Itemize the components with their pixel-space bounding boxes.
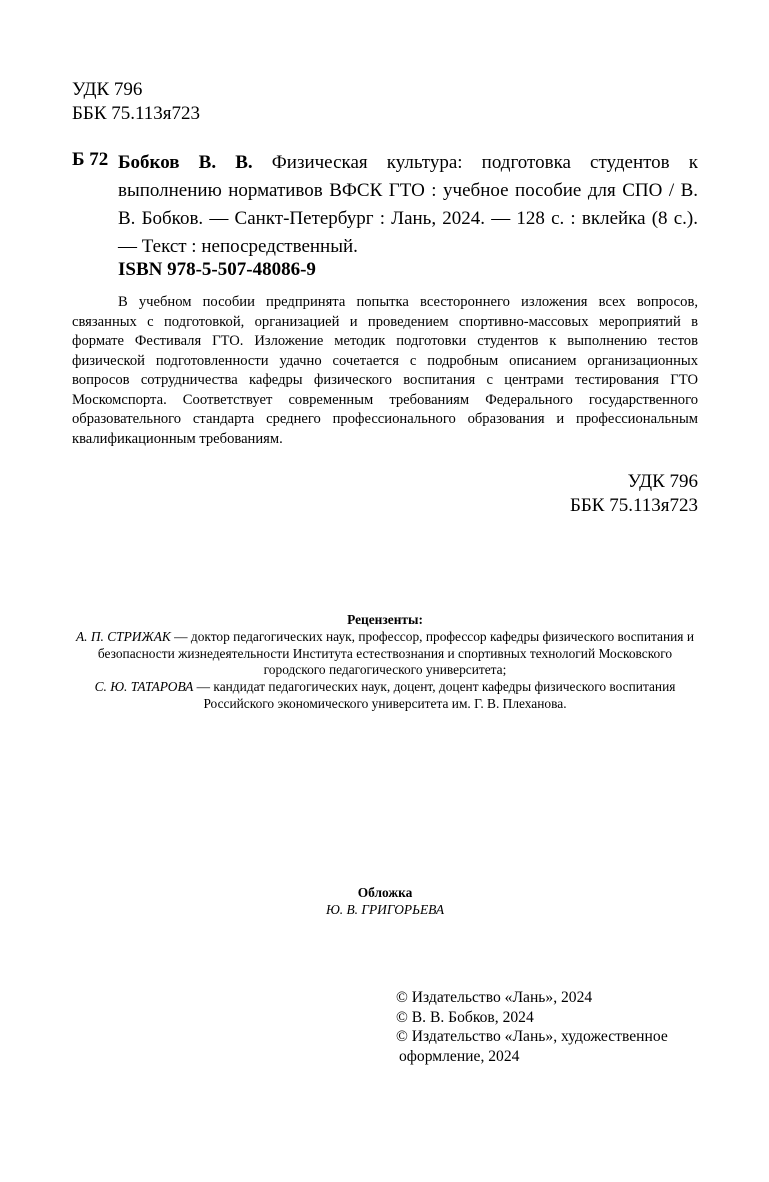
copyright-line: © Издательство «Лань», художественное (396, 1028, 668, 1046)
cover-credit (72, 884, 698, 918)
copyright-block (396, 988, 668, 1066)
reviewer-name: А. П. СТРИЖАК (76, 628, 171, 644)
udk-code-footer: УДК 796 (627, 471, 698, 492)
abstract: В учебном пособии предпринята попытка всестороннего изложения всех вопросов, связанных с подготовкой, организацией и проведением спортивно-массовых мероприятий в формате Фестиваля ГТО. Изложение методик подготовки студентов к выполнению тестов физической подготовленности удачно сочетается с подробным описанием организационных вопросов сотрудничества кафедры физического воспитания с центрами тестирования ГТО Москомспорта. Соответствует современным требованиям Федерального государственного образовательного стандарта среднего профессионального образования и профессиональным квалификационным требованиям. (72, 294, 698, 447)
bibliographic-description (118, 149, 698, 261)
cover-heading: Обложка (357, 885, 413, 900)
description-text: Физическая культура: подготовка студентов к выполнению нормативов ВФСК ГТО : учебное пособие для СПО / В. В. Бобков. — Санкт-Петербург : Лань, 2024. — 128 с. : вклейка (8 с.). — Текст : непосредственный. (118, 152, 698, 257)
author-cipher: Б 72 (72, 149, 109, 170)
udk-code: УДК 796 (72, 79, 143, 100)
classification-header (72, 78, 200, 126)
author-name: Бобков В. В. (118, 152, 253, 173)
reviewer-entry (72, 629, 698, 679)
reviewers-block (72, 612, 698, 713)
cover-designer: Ю. В. ГРИГОРЬЕВА (325, 902, 445, 917)
classification-footer (570, 470, 698, 518)
copyright-line: © В. В. Бобков, 2024 (396, 1008, 534, 1026)
reviewer-details: — кандидат педагогических наук, доцент, доцент кафедры физического воспитания Российского экономического университета им. Г. В. Плеханова. (193, 679, 676, 711)
reviewer-entry (72, 679, 698, 713)
bbk-code: ББК 75.113я723 (72, 103, 201, 124)
copyright-line: оформление, 2024 (399, 1047, 520, 1065)
copyright-line: © Издательство «Лань», 2024 (396, 989, 593, 1006)
bbk-code-footer: ББК 75.113я723 (569, 495, 698, 516)
reviewer-details: — доктор педагогических наук, профессор, профессор кафедры физического воспитания и безопасности жизнедеятельности Института естествознания и спортивных технологий Московского городского педагогического университета; (97, 628, 694, 678)
reviewer-name: С. Ю. ТАТАРОВА (94, 679, 194, 695)
isbn: ISBN 978-5-507-48086-9 (118, 259, 316, 280)
reviewers-heading: Рецензенты: (347, 612, 423, 627)
